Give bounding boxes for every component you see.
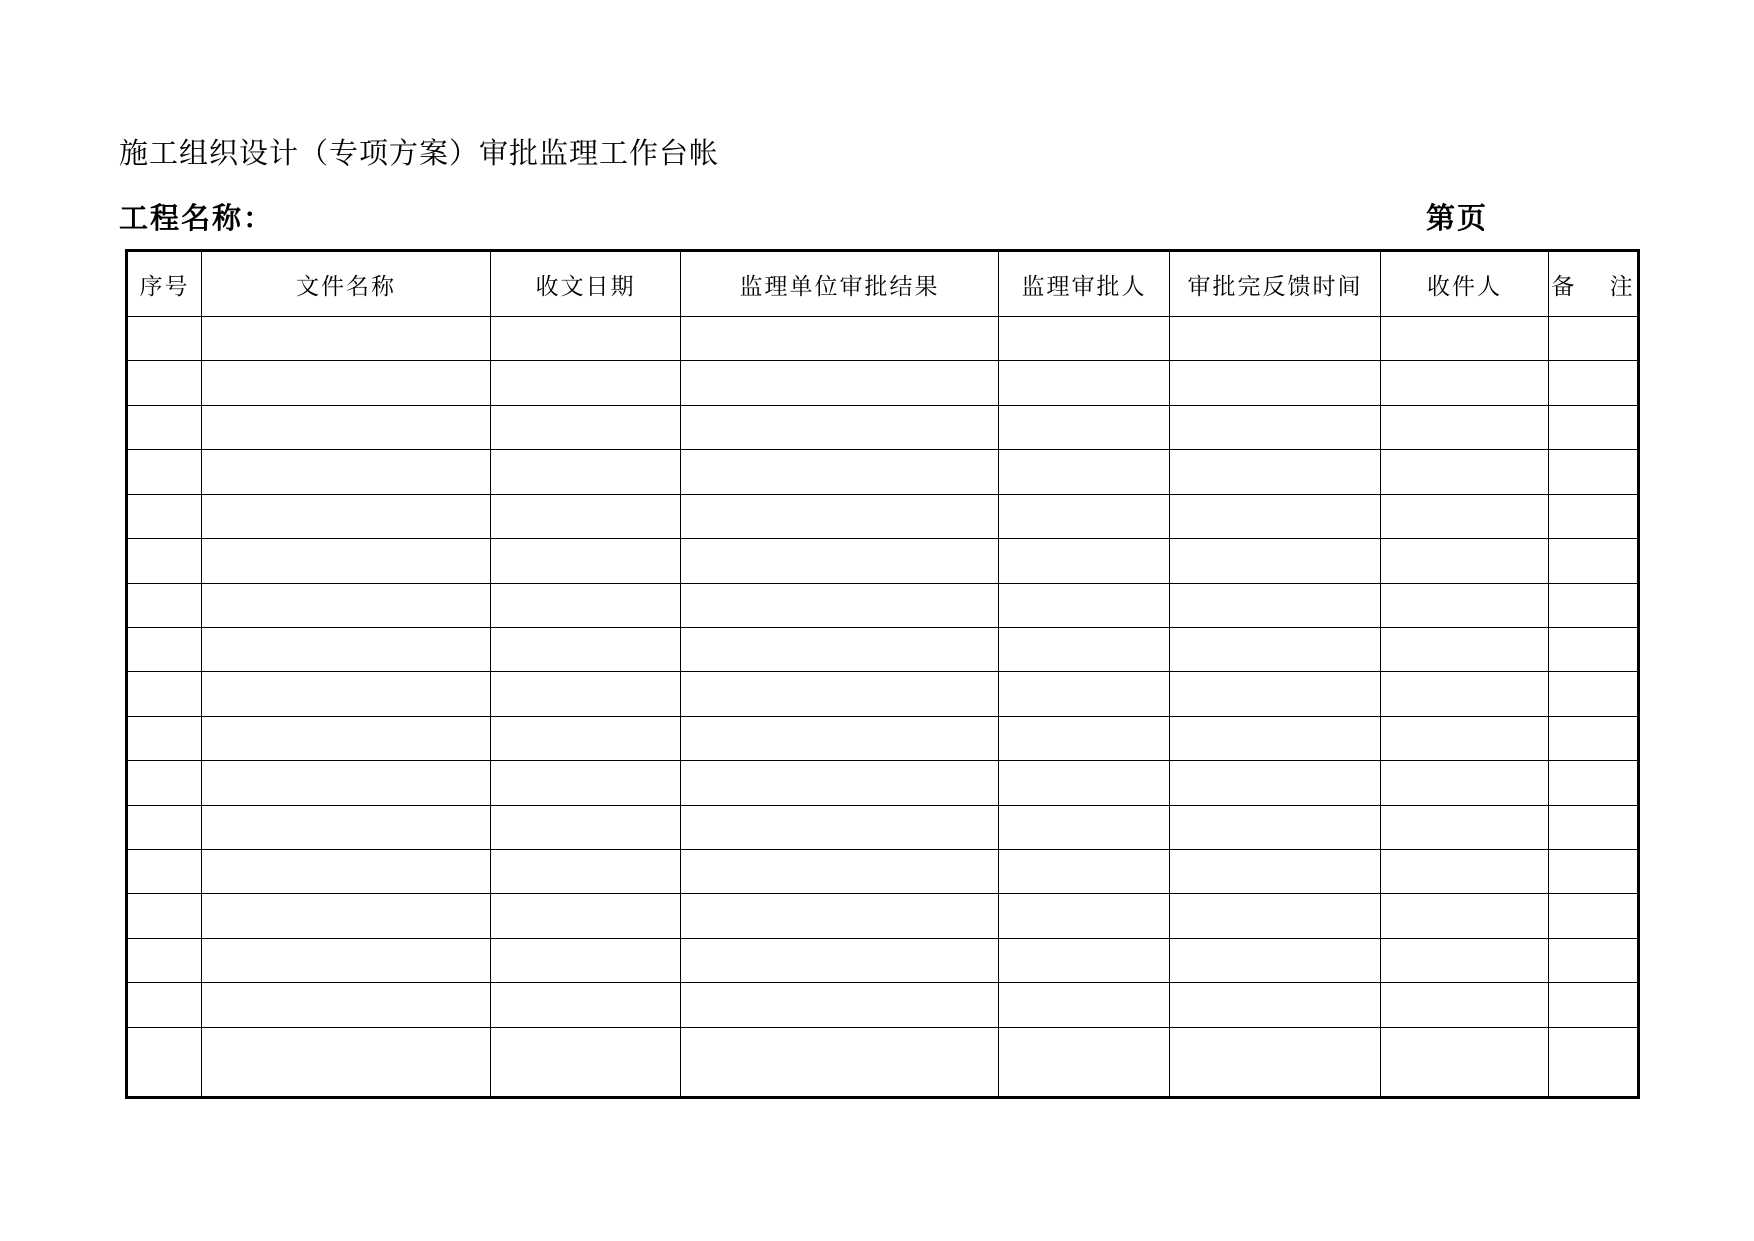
- cell-feedback-time[interactable]: [1170, 361, 1381, 405]
- header-review-result: 监理单位审批结果: [681, 251, 999, 317]
- cell-feedback-time[interactable]: [1170, 850, 1381, 894]
- cell-reviewer[interactable]: [999, 317, 1170, 361]
- cell-seq[interactable]: [127, 716, 202, 760]
- header-seq: 序号: [127, 251, 202, 317]
- cell-feedback-time[interactable]: [1170, 583, 1381, 627]
- cell-review-result[interactable]: [681, 539, 999, 583]
- cell-seq[interactable]: [127, 583, 202, 627]
- cell-received-date[interactable]: [491, 805, 681, 849]
- cell-file-name[interactable]: [202, 805, 491, 849]
- cell-reviewer[interactable]: [999, 450, 1170, 494]
- cell-feedback-time[interactable]: [1170, 539, 1381, 583]
- cell-feedback-time[interactable]: [1170, 1027, 1381, 1097]
- cell-seq[interactable]: [127, 405, 202, 449]
- cell-remark[interactable]: [1549, 317, 1639, 361]
- cell-file-name[interactable]: [202, 938, 491, 982]
- table-row: [127, 938, 1639, 982]
- cell-received-date[interactable]: [491, 716, 681, 760]
- cell-reviewer[interactable]: [999, 494, 1170, 538]
- cell-review-result[interactable]: [681, 938, 999, 982]
- header-received-date: 收文日期: [491, 251, 681, 317]
- cell-recipient[interactable]: [1381, 627, 1549, 671]
- cell-feedback-time[interactable]: [1170, 761, 1381, 805]
- cell-seq[interactable]: [127, 450, 202, 494]
- table-row: [127, 672, 1639, 716]
- cell-file-name[interactable]: [202, 627, 491, 671]
- header-feedback-time: 审批完反馈时间: [1170, 251, 1381, 317]
- cell-file-name[interactable]: [202, 450, 491, 494]
- cell-review-result[interactable]: [681, 850, 999, 894]
- cell-seq[interactable]: [127, 361, 202, 405]
- table-row: [127, 627, 1639, 671]
- cell-received-date[interactable]: [491, 983, 681, 1027]
- cell-remark[interactable]: [1549, 1027, 1639, 1097]
- cell-remark[interactable]: [1549, 494, 1639, 538]
- cell-review-result[interactable]: [681, 583, 999, 627]
- header-recipient: 收件人: [1381, 251, 1549, 317]
- cell-remark[interactable]: [1549, 716, 1639, 760]
- table-row: [127, 450, 1639, 494]
- cell-reviewer[interactable]: [999, 983, 1170, 1027]
- cell-seq[interactable]: [127, 1027, 202, 1097]
- cell-file-name[interactable]: [202, 494, 491, 538]
- cell-remark[interactable]: [1549, 761, 1639, 805]
- cell-remark[interactable]: [1549, 539, 1639, 583]
- cell-reviewer[interactable]: [999, 627, 1170, 671]
- cell-remark[interactable]: [1549, 583, 1639, 627]
- cell-feedback-time[interactable]: [1170, 450, 1381, 494]
- cell-recipient[interactable]: [1381, 583, 1549, 627]
- cell-file-name[interactable]: [202, 716, 491, 760]
- cell-feedback-time[interactable]: [1170, 983, 1381, 1027]
- table-row: [127, 983, 1639, 1027]
- cell-feedback-time[interactable]: [1170, 317, 1381, 361]
- cell-remark[interactable]: [1549, 405, 1639, 449]
- cell-received-date[interactable]: [491, 1027, 681, 1097]
- cell-recipient[interactable]: [1381, 1027, 1549, 1097]
- page-number-label: 第页: [1426, 201, 1489, 235]
- document-title: 施工组织设计（专项方案）审批监理工作台帐: [119, 136, 720, 170]
- cell-review-result[interactable]: [681, 672, 999, 716]
- cell-remark[interactable]: [1549, 627, 1639, 671]
- cell-file-name[interactable]: [202, 361, 491, 405]
- cell-review-result[interactable]: [681, 494, 999, 538]
- cell-seq[interactable]: [127, 805, 202, 849]
- cell-received-date[interactable]: [491, 494, 681, 538]
- cell-seq[interactable]: [127, 938, 202, 982]
- cell-recipient[interactable]: [1381, 494, 1549, 538]
- cell-reviewer[interactable]: [999, 805, 1170, 849]
- cell-reviewer[interactable]: [999, 938, 1170, 982]
- table-row: [127, 317, 1639, 361]
- header-file-name: 文件名称: [202, 251, 491, 317]
- cell-seq[interactable]: [127, 494, 202, 538]
- cell-reviewer[interactable]: [999, 1027, 1170, 1097]
- cell-reviewer[interactable]: [999, 716, 1170, 760]
- cell-recipient[interactable]: [1381, 761, 1549, 805]
- cell-received-date[interactable]: [491, 894, 681, 938]
- cell-review-result[interactable]: [681, 317, 999, 361]
- cell-recipient[interactable]: [1381, 850, 1549, 894]
- cell-seq[interactable]: [127, 672, 202, 716]
- cell-recipient[interactable]: [1381, 405, 1549, 449]
- table-row: [127, 716, 1639, 760]
- cell-review-result[interactable]: [681, 716, 999, 760]
- cell-recipient[interactable]: [1381, 805, 1549, 849]
- cell-received-date[interactable]: [491, 672, 681, 716]
- header-reviewer: 监理审批人: [999, 251, 1170, 317]
- cell-review-result[interactable]: [681, 361, 999, 405]
- cell-reviewer[interactable]: [999, 539, 1170, 583]
- table-row: [127, 583, 1639, 627]
- cell-recipient[interactable]: [1381, 983, 1549, 1027]
- cell-reviewer[interactable]: [999, 672, 1170, 716]
- header-remark: 备 注: [1549, 251, 1639, 317]
- cell-review-result[interactable]: [681, 405, 999, 449]
- cell-seq[interactable]: [127, 761, 202, 805]
- cell-received-date[interactable]: [491, 850, 681, 894]
- cell-feedback-time[interactable]: [1170, 672, 1381, 716]
- cell-feedback-time[interactable]: [1170, 805, 1381, 849]
- cell-received-date[interactable]: [491, 405, 681, 449]
- cell-feedback-time[interactable]: [1170, 627, 1381, 671]
- table-row: [127, 850, 1639, 894]
- cell-received-date[interactable]: [491, 361, 681, 405]
- cell-recipient[interactable]: [1381, 539, 1549, 583]
- cell-recipient[interactable]: [1381, 450, 1549, 494]
- cell-received-date[interactable]: [491, 761, 681, 805]
- cell-recipient[interactable]: [1381, 938, 1549, 982]
- cell-received-date[interactable]: [491, 627, 681, 671]
- cell-feedback-time[interactable]: [1170, 894, 1381, 938]
- cell-remark[interactable]: [1549, 894, 1639, 938]
- cell-file-name[interactable]: [202, 672, 491, 716]
- cell-seq[interactable]: [127, 850, 202, 894]
- header-row: [127, 251, 1639, 317]
- cell-remark[interactable]: [1549, 850, 1639, 894]
- cell-review-result[interactable]: [681, 450, 999, 494]
- cell-seq[interactable]: [127, 894, 202, 938]
- cell-seq[interactable]: [127, 539, 202, 583]
- table-row: [127, 894, 1639, 938]
- cell-file-name[interactable]: [202, 317, 491, 361]
- cell-remark[interactable]: [1549, 361, 1639, 405]
- cell-reviewer[interactable]: [999, 583, 1170, 627]
- cell-received-date[interactable]: [491, 317, 681, 361]
- approval-ledger-table: [125, 249, 1640, 1099]
- cell-file-name[interactable]: [202, 983, 491, 1027]
- cell-remark[interactable]: [1549, 805, 1639, 849]
- cell-received-date[interactable]: [491, 539, 681, 583]
- cell-file-name[interactable]: [202, 894, 491, 938]
- cell-file-name[interactable]: [202, 761, 491, 805]
- cell-file-name[interactable]: [202, 583, 491, 627]
- cell-review-result[interactable]: [681, 805, 999, 849]
- cell-feedback-time[interactable]: [1170, 405, 1381, 449]
- cell-reviewer[interactable]: [999, 761, 1170, 805]
- project-name-label: 工程名称：: [119, 201, 275, 235]
- table-row: [127, 361, 1639, 405]
- table-row: [127, 405, 1639, 449]
- cell-recipient[interactable]: [1381, 894, 1549, 938]
- cell-received-date[interactable]: [491, 938, 681, 982]
- cell-feedback-time[interactable]: [1170, 938, 1381, 982]
- cell-reviewer[interactable]: [999, 894, 1170, 938]
- cell-review-result[interactable]: [681, 761, 999, 805]
- cell-received-date[interactable]: [491, 583, 681, 627]
- cell-recipient[interactable]: [1381, 672, 1549, 716]
- cell-reviewer[interactable]: [999, 361, 1170, 405]
- table-row: [127, 1027, 1639, 1097]
- cell-recipient[interactable]: [1381, 361, 1549, 405]
- cell-file-name[interactable]: [202, 1027, 491, 1097]
- cell-recipient[interactable]: [1381, 716, 1549, 760]
- cell-seq[interactable]: [127, 627, 202, 671]
- cell-file-name[interactable]: [202, 850, 491, 894]
- cell-review-result[interactable]: [681, 894, 999, 938]
- cell-seq[interactable]: [127, 983, 202, 1027]
- cell-feedback-time[interactable]: [1170, 494, 1381, 538]
- cell-remark[interactable]: [1549, 672, 1639, 716]
- table-row: [127, 494, 1639, 538]
- table-row: [127, 539, 1639, 583]
- cell-review-result[interactable]: [681, 983, 999, 1027]
- ledger-body: [127, 317, 1639, 1098]
- cell-seq[interactable]: [127, 317, 202, 361]
- cell-reviewer[interactable]: [999, 850, 1170, 894]
- cell-remark[interactable]: [1549, 450, 1639, 494]
- cell-file-name[interactable]: [202, 539, 491, 583]
- cell-remark[interactable]: [1549, 938, 1639, 982]
- cell-received-date[interactable]: [491, 450, 681, 494]
- table-row: [127, 761, 1639, 805]
- table-row: [127, 805, 1639, 849]
- cell-review-result[interactable]: [681, 1027, 999, 1097]
- cell-reviewer[interactable]: [999, 405, 1170, 449]
- cell-review-result[interactable]: [681, 627, 999, 671]
- cell-recipient[interactable]: [1381, 317, 1549, 361]
- cell-remark[interactable]: [1549, 983, 1639, 1027]
- cell-file-name[interactable]: [202, 405, 491, 449]
- cell-feedback-time[interactable]: [1170, 716, 1381, 760]
